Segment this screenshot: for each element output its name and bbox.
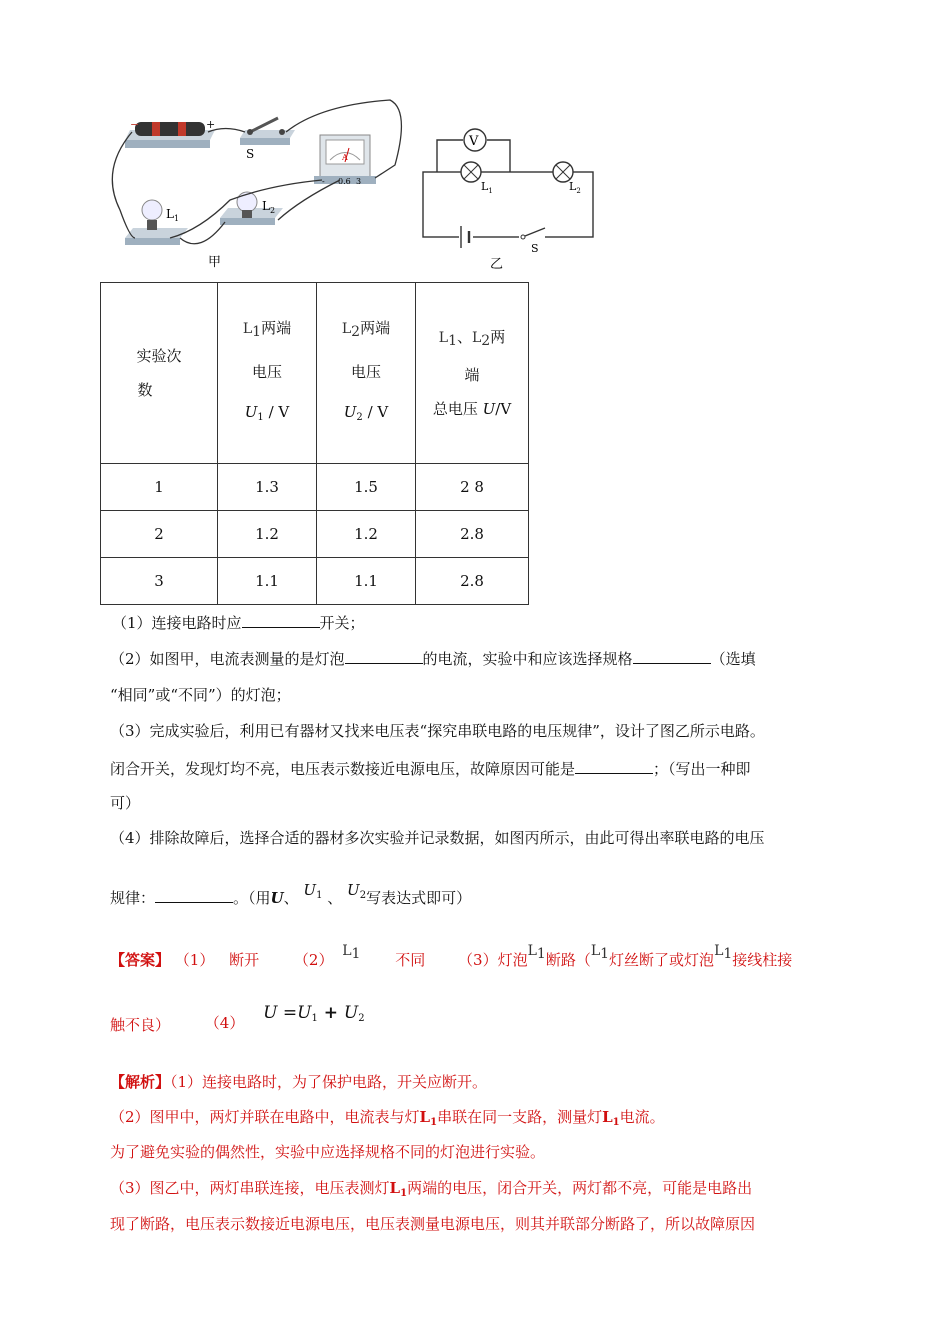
question-2-cont [110, 684, 291, 706]
analysis-tag: 【解析】 [110, 1073, 171, 1091]
answer-l: L [590, 943, 601, 959]
answer-text: 接线柱接 [732, 951, 793, 969]
header-u2 [317, 283, 416, 464]
question-3 [110, 720, 765, 742]
question-1 [112, 611, 365, 634]
header-sep: 、 [456, 328, 472, 346]
voltage-data-table [100, 282, 529, 605]
header-line: 电压 [350, 363, 381, 381]
answer-blank[interactable] [633, 647, 711, 664]
header-rest: 两端 [261, 319, 292, 337]
answer-l: L [342, 943, 352, 959]
schematic-switch-label: S [531, 242, 539, 255]
table-cell: 1 [101, 464, 218, 511]
header-l: L [438, 330, 449, 346]
q-text: “相同”或“不同”）的灯泡； [110, 686, 291, 704]
switch-label: S [246, 147, 255, 161]
q-text: 的电流，实验中和应该选择规格 [422, 650, 633, 668]
answer-blank[interactable] [575, 757, 653, 774]
header-total-u [416, 283, 529, 464]
table-cell: 2.8 [416, 511, 529, 558]
voltmeter-symbol: V [469, 134, 479, 149]
table-cell: 2 8 [416, 464, 529, 511]
answer-l-sub: 1 [600, 946, 610, 962]
table-cell: 1.2 [218, 511, 317, 558]
q-text: 可） [110, 794, 141, 812]
table-header-row [101, 283, 529, 464]
analysis-text: 串联在同一支路，测量灯 [437, 1108, 603, 1126]
analysis-line-2 [110, 1106, 665, 1134]
table-cell: 1.5 [317, 464, 416, 511]
var-u1: U [303, 881, 317, 899]
var-u1-sub: 1 [316, 890, 323, 901]
schematic-wires [423, 140, 593, 237]
answer-line-1 [110, 945, 792, 979]
analysis-text: （3）图乙中，两灯串联连接，电压表测灯 [110, 1179, 390, 1197]
eq-u: U [263, 1003, 278, 1023]
header-line: 电压 [251, 363, 282, 381]
analysis-text: 电流。 [619, 1108, 665, 1126]
switch-symbol [519, 228, 545, 242]
battery-symbol [459, 226, 473, 248]
ammeter-terminal-3: 3 [356, 177, 362, 186]
analysis-l: L [389, 1179, 401, 1197]
table-cell: 2 [101, 511, 218, 558]
header-sub: 1 [448, 333, 457, 349]
ammeter-terminal-0-6: 0.6 [338, 177, 351, 186]
q-text: 、 [327, 889, 343, 907]
header-line: 数 [137, 381, 153, 399]
q-text: 闭合开关，发现灯均不亮，电压表示数接近电源电压，故障原因可能是 [110, 760, 576, 778]
eq-u2-sub: 2 [358, 1013, 365, 1024]
q-text: 开关； [319, 614, 365, 632]
var-u2: U [347, 881, 360, 899]
eq-u2: U [343, 1003, 359, 1023]
q-text: 、 [283, 889, 299, 907]
answer-l-sub: 1 [536, 946, 546, 962]
header-var: U [343, 403, 357, 421]
header-line: 总电压 [432, 400, 483, 418]
analysis-line-1 [110, 1071, 487, 1093]
eq-u1: U [297, 1003, 312, 1023]
header-line: 实验次 [136, 347, 182, 365]
battery-minus-label: − [130, 118, 140, 131]
table-row [101, 511, 529, 558]
answer-text: 触不良） [110, 1016, 171, 1034]
table-cell: 1.1 [218, 558, 317, 605]
header-unit: / V [362, 403, 389, 421]
figure-caption-jia: 甲 [208, 255, 222, 270]
q-text: 写表达式即可） [366, 889, 472, 907]
header-rest: 两 [490, 328, 506, 346]
table-row [101, 464, 529, 511]
table-cell: 1.2 [317, 511, 416, 558]
header-varsub: 1 [257, 412, 264, 423]
header-l: L [472, 330, 482, 346]
header-u1 [218, 283, 317, 464]
analysis-l: L [419, 1108, 431, 1126]
ammeter-terminal-minus: - [322, 177, 325, 186]
analysis-l-sub: 1 [400, 1188, 408, 1199]
q-text: （选填 [710, 650, 756, 668]
schematic-lamp1-label: $L_1$ [481, 180, 493, 195]
answer-l-sub: 1 [351, 946, 361, 962]
header-varsub: 2 [356, 412, 363, 423]
header-unit: / V [263, 403, 290, 421]
q-text: （1）连接电路时应 [112, 614, 242, 632]
header-rest: 两端 [360, 319, 391, 337]
header-sub: 2 [351, 324, 361, 340]
question-3-cont [110, 757, 751, 780]
header-unit: /V [495, 400, 512, 418]
circuit-figure-jia [100, 90, 420, 270]
answer-line-2 [110, 1003, 365, 1046]
answer-l: L [714, 943, 724, 959]
analysis-text: 现了断路，电压表示数接近电源电压，电压表测量电源电压，则其并联部分断路了，所以故障原因 [110, 1215, 756, 1233]
analysis-line-4 [110, 1177, 752, 1205]
q-text: 规律： [110, 889, 156, 907]
answer-text: （2） [293, 951, 334, 969]
answer-l-sub: 1 [723, 946, 733, 962]
table-cell: 2.8 [416, 558, 529, 605]
question-4-cont [110, 878, 471, 924]
analysis-l-sub: 1 [612, 1117, 620, 1128]
table-cell: 1.3 [218, 464, 317, 511]
header-var: U [244, 403, 258, 421]
question-2 [110, 647, 756, 670]
answer-equation [263, 1003, 364, 1023]
answer-text: 断路（ [545, 951, 591, 969]
header-l: L [242, 321, 253, 337]
figure-caption-yi: 乙 [490, 257, 504, 270]
answer-l: L [527, 943, 537, 959]
q-text: （3）完成实验后，利用已有器材又找来电压表“探究串联电路的电压规律”，设计了图乙所示电路。 [110, 722, 765, 740]
q-text: 。（用 [233, 889, 271, 907]
q-text: ；（写出一种即 [653, 760, 751, 778]
analysis-line-3 [110, 1141, 545, 1163]
table-row [101, 558, 529, 605]
answer-text: （4） [204, 1014, 245, 1032]
answer-text: 断开 [229, 951, 260, 969]
analysis-text: 两端的电压，闭合开关，两灯都不亮，可能是电路出 [407, 1179, 753, 1197]
table-cell: 3 [101, 558, 218, 605]
analysis-line-5 [110, 1213, 755, 1235]
answer-blank[interactable] [345, 647, 423, 664]
answer-text: 不同 [395, 951, 426, 969]
answer-text: 灯丝断了或灯泡 [609, 951, 715, 969]
var-u: U [270, 889, 284, 907]
lamp1-label: $L_1$ [166, 207, 180, 223]
lamp2-label: $L_2$ [262, 199, 276, 215]
lamp1-symbol [461, 162, 481, 182]
header-var: U [482, 400, 496, 418]
analysis-text: （2）图甲中，两灯并联在电路中，电流表与灯 [110, 1108, 420, 1126]
q-text: （4）排除故障后，选择合适的器材多次实验并记录数据，如图丙所示，由此可得出率联电路的电压 [110, 829, 765, 847]
answer-blank[interactable] [242, 611, 320, 628]
lamp2-symbol [553, 162, 573, 182]
eq-plus: + [317, 1003, 344, 1023]
question-4 [110, 827, 765, 849]
answer-tag: 【答案】 [110, 951, 171, 969]
answer-text: （3）灯泡 [458, 951, 528, 969]
ammeter-symbol: A [342, 153, 348, 162]
header-sub: 1 [252, 324, 262, 340]
eq-equals: = [277, 1003, 298, 1023]
answer-blank[interactable] [155, 886, 233, 903]
analysis-text: 为了避免实验的偶然性，实验中应选择规格不同的灯泡进行实验。 [110, 1143, 546, 1161]
schematic-lamp2-label: $L_2$ [569, 180, 581, 195]
question-3-cont2 [110, 792, 140, 814]
var-u2-sub: 2 [359, 890, 367, 901]
eq-u1-sub: 1 [311, 1013, 318, 1024]
table-cell: 1.1 [317, 558, 416, 605]
header-trial-count [101, 283, 218, 464]
analysis-l: L [602, 1108, 613, 1126]
battery-plus-label: + [206, 118, 216, 131]
analysis-l-sub: 1 [430, 1117, 438, 1128]
header-l: L [341, 321, 352, 337]
header-line: 端 [464, 366, 480, 384]
analysis-text: （1）连接电路时，为了保护电路，开关应断开。 [170, 1073, 488, 1091]
header-sub: 2 [481, 333, 491, 349]
circuit-figure-yi [415, 120, 605, 270]
answer-text: （1） [174, 951, 215, 969]
q-text: （2）如图甲，电流表测量的是灯泡 [110, 650, 345, 668]
